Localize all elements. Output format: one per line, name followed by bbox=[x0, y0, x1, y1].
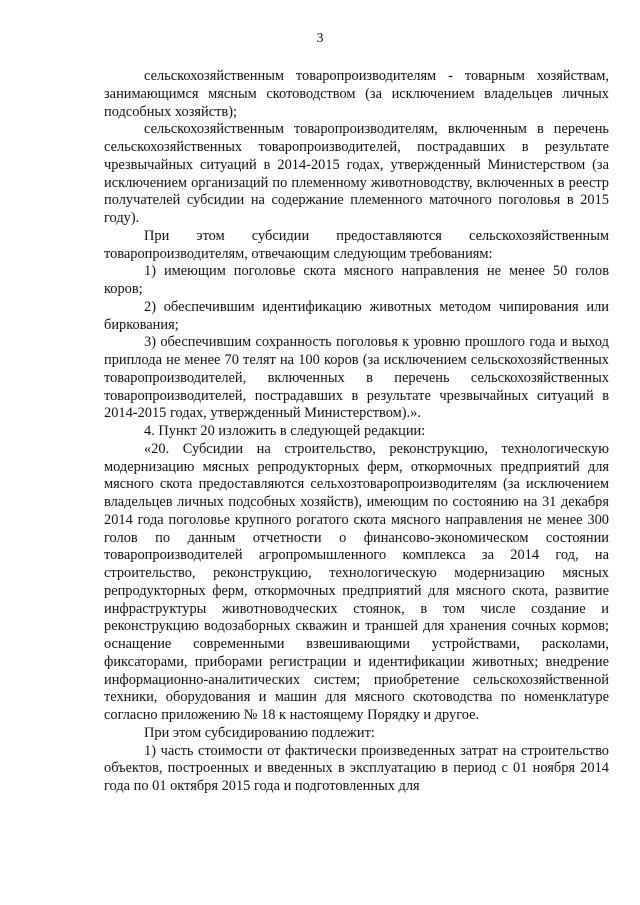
document-body bbox=[104, 68, 609, 796]
paragraph: 2) обеспечившим идентификацию животных методом чипирования или биркования; bbox=[104, 298, 609, 333]
paragraph: 1) часть стоимости от фактически произведенных затрат на строительство объектов, построенных и введенных в эксплуатацию в период с 01 ноября 2014 года по 01 октября 2015 года и подготовленных для bbox=[104, 742, 609, 794]
paragraph: сельскохозяйственным товаропроизводителям - товарным хозяйствам, занимающимся мясным скотоводством (за исключением владельцев личных подсобных хозяйств); bbox=[104, 68, 609, 120]
paragraph: 4. Пункт 20 изложить в следующей редакции: bbox=[144, 423, 426, 439]
paragraph: 3) обеспечившим сохранность поголовья к уровню прошлого года и выход приплода не менее 70 телят на 100 коров (за исключением сельскохозяйственных товаропроизводителей, включенных в перечень сельскохозяйственных товаропроизводителей, пострадавших в результате чрезвычайных ситуаций в 2014-2015 годах, утвержденный Министерством).». bbox=[104, 334, 609, 422]
paragraph: При этом субсидии предоставляются сельскохозяйственным товаропроизводителям, отвечающим следующим требованиям: bbox=[104, 227, 609, 262]
paragraph: 1) имеющим поголовье скота мясного направления не менее 50 голов коров; bbox=[104, 263, 609, 297]
paragraph: При этом субсидированию подлежит: bbox=[144, 724, 375, 741]
paragraph: «20. Субсидии на строительство, реконструкцию, технологическую модернизацию мясных репродукторных ферм, откормочных предприятий для мясного скота предоставляются сельхозтоваропроизводителям (за исключением владельцев личных подсобных хозяйств), имеющим по состоянию на 31 декабря 2014 года поголовье крупного рогатого скота мясного направления не менее 300 голов по данным отчетности о финансово-экономическом состоянии товаропроизводителей агропромышленного комплекса за 2014 год, на строительство, реконструкцию, технологическую модернизацию мясных репродукторных ферм, откормочных предприятий для мясного скота, развитие инфраструктуры животноводческих стоянок, в том числе создание и реконструкцию водозаборных скважин и траншей для хранения сочных кормов; оснащение современными взвешивающими устройствами, расколами, фиксаторами, приборами регистрации и идентификации животных; внедрение информационно-аналитических систем; приобретение сельскохозяйственной техники, оборудования и машин для мясного скотоводства по номенклатуре согласно приложению № 18 к настоящему Порядку и другое. bbox=[104, 440, 609, 723]
page-number: 3 bbox=[316, 31, 324, 46]
paragraph: сельскохозяйственным товаропроизводителям, включенным в перечень сельскохозяйственных товаропроизводителей, пострадавших в результате чрезвычайных ситуаций в 2014-2015 годах, утвержденный Министерством (за исключением организаций по племенному животноводству, включенных в реестр получателей субсидии на содержание племенного маточного поголовья в 2015 году). bbox=[104, 121, 609, 226]
